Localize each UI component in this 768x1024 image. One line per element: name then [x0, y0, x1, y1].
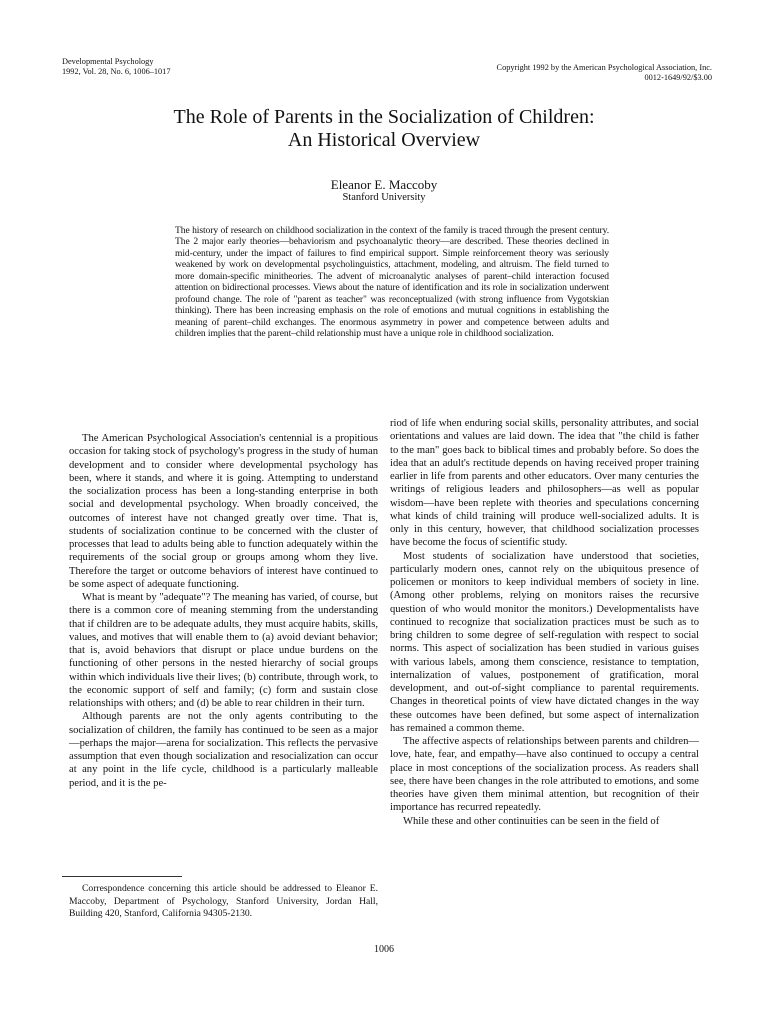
journal-name: Developmental Psychology — [62, 57, 154, 66]
paragraph: What is meant by "adequate"? The meaning has varied, of course, but there is a common core of meaning stemming from the understanding that if children are to be adequate adults, they must acquire habits, skills, values, and motives that will enable them to (a) avoid deviant behavior; that is, avoid behaviors that disrupt or place undue burdens on the functioning of other persons in the nested hierarchy of social groups within which individuals live their lives; (b) contribute, through work, to the economic support of self and family; (c) form and sustain close relationships with others; and (d) be able to rear children in their turn. — [69, 592, 378, 709]
correspondence-footnote — [69, 883, 378, 921]
page-number: 1006 — [374, 944, 394, 955]
author-name: Eleanor E. Maccoby — [330, 177, 438, 192]
title-line-2: An Historical Overview — [287, 129, 481, 151]
body-column-left — [69, 432, 378, 790]
copyright-notice — [497, 63, 712, 82]
paragraph: While these and other continuities can be seen in the field of — [403, 815, 660, 827]
paragraph: Most students of socialization have understood that societies, particularly modern ones, cannot rely on the ubiquitous presence of policemen or monitors to keep individual members of society in line. (Among other problems, relying on monitors raises the recursive question of who would monitor the monitors.) Developmentalists have continued to recognize that socialization practices must be such as to bring children to some degree of self-regulation with respect to social norms. This aspect of socialization has been studied in various guises with various labels, among them conscience, resistance to temptation, internalization of values, postponement of gratification, moral development, and out-of-sight compliance to parental requirements. Changes in theoretical points of view have dictated changes in the way these outcomes have been defined, but some aspect of internalization has remained a common theme. — [390, 550, 699, 734]
paragraph: The affective aspects of relationships between parents and children—love, hate, fear, and empathy—have also continued to occupy a central place in most conceptions of the socialization process. As readers shall see, there have been changes in the role attributed to emotions, and some theories have given them minimal attention, but recognition of their importance has recurred repeatedly. — [390, 736, 699, 814]
article-title — [40, 106, 728, 152]
copyright-line: Copyright 1992 by the American Psychological Association, Inc. — [496, 63, 712, 72]
paragraph: Although parents are not the only agents contributing to the socialization of children, the family has continued to be seen as a major—perhaps the major—arena for socialization. This reflects the pervasive assumption that even though socialization and resocialization can occur at any point in the life cycle, childhood is a particularly malleable period, and it is the pe- — [69, 711, 378, 789]
body-column-right — [390, 417, 699, 828]
journal-volume: 1992, Vol. 28, No. 6, 1006–1017 — [62, 66, 171, 76]
issn-price: 0012-1649/92/$3.00 — [644, 72, 712, 82]
footnote-text: Correspondence concerning this article should be addressed to Eleanor E. Maccoby, Department of Psychology, Stanford University, Jordan Hall, Building 420, Stanford, California 94305-2130. — [69, 883, 378, 920]
journal-citation — [62, 57, 170, 76]
abstract: The history of research on childhood socialization in the context of the family is traced through the present century. The 2 major early theories—behaviorism and psychoanalytic theory—are described. These theories declined in mid-century, under the impact of failures to find empirical support. Simple reinforcement theory was seriously weakened by work on developmental psycholinguistics, attachment, modeling, and altruism. The field turned to more domain-specific minitheories. The advent of microanalytic analyses of parent–child interaction focused attention on bidirectional processes. Views about the nature of identification and its role in socialization underwent profound change. The role of "parent as teacher" was reconceptualized (with strong influence from Vygotskian thinking). There has been increasing emphasis on the role of emotions and mutual cognitions in establishing the meaning of parent–child exchanges. The enormous asymmetry in power and competence between adults and children implies that the parent–child relationship must have a unique role in childhood socialization. — [175, 225, 609, 340]
paragraph: The American Psychological Association's centennial is a propitious occasion for taking stock of psychology's progress in the study of human development and to consider where developmental psychology has been, where it stands, and where it is going. Attempting to understand the socialization process has been a long-standing enterprise in both social and developmental psychology. When broadly conceived, the outcomes of interest have not changed greatly over time. That is, students of socialization continue to be concerned with the cluster of processes that lead to adults being able to function adequately within the requirements of the social group or groups among whom they live. Therefore the target or outcome behaviors of interest have continued to be some aspect of adequate functioning. — [69, 433, 378, 590]
author-affiliation: Stanford University — [342, 192, 426, 203]
paragraph: riod of life when enduring social skills, personality attributes, and social orientations and values are laid down. The idea that "the child is father to the man" goes back to biblical times and probably before. So does the idea that an adult's rectitude depends on having received proper training earlier in life from parents and other educators. Over many centuries the writings of religious leaders and philosophers—as well as popular wisdom—have been replete with theories and speculations concerning what kinds of child training will produce well-socialized adults. It is only in this century, however, that childhood socialization processes have become the focus of scientific study. — [390, 418, 699, 549]
footnote-divider — [62, 876, 182, 877]
title-line-1: The Role of Parents in the Socialization of Children: — [173, 106, 595, 128]
